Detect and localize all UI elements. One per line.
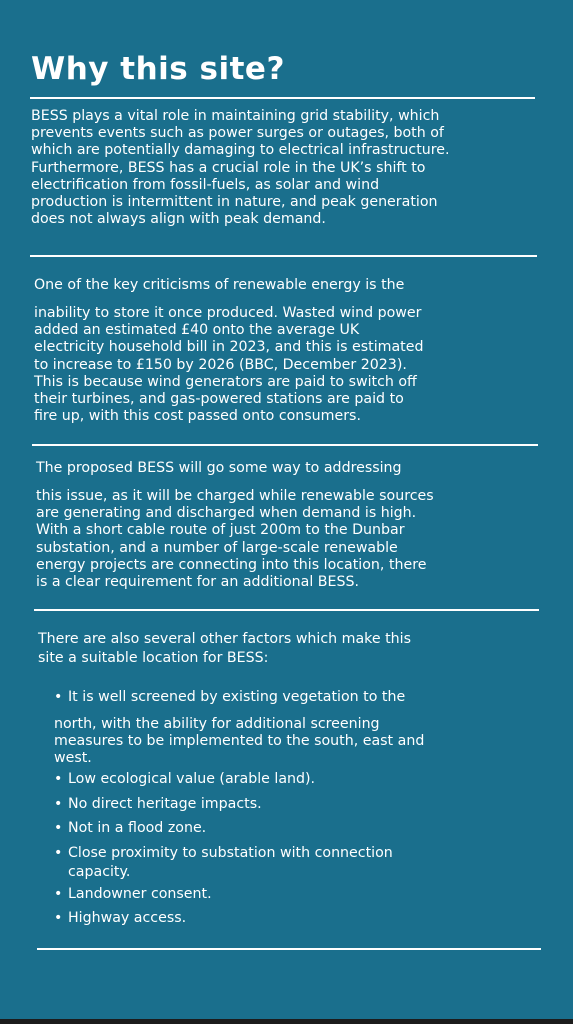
section-3-paragraph	[36, 488, 434, 591]
section-1-line: which are potentially damaging to electrical infrastructure.	[31, 142, 450, 159]
list-item	[54, 767, 393, 792]
section-3-line: energy projects are connecting into this location, there	[36, 556, 427, 573]
list-item-text: It is well screened by existing vegetation to the	[68, 689, 406, 705]
bullet-icon: •	[54, 885, 63, 902]
section-1-line: Furthermore, BESS has a crucial role in the UK’s shift to	[31, 159, 426, 176]
list-item-text: Close proximity to substation with connection	[68, 844, 393, 861]
bullet-icon: •	[54, 771, 63, 787]
section-3-line: this issue, as it will be charged while renewable sources	[36, 488, 434, 504]
section-1-line: prevents events such as power surges or outages, both of	[31, 125, 444, 142]
list-item-text: north, with the ability for additional screening	[54, 716, 380, 732]
list-item-text: capacity.	[68, 863, 131, 880]
section-2-line: fire up, with this cost passed onto consumers.	[34, 408, 361, 425]
divider-1	[30, 97, 535, 99]
factor-list-continued	[54, 767, 393, 931]
section-3-line: substation, and a number of large-scale renewable	[36, 539, 398, 556]
divider-5	[37, 948, 541, 950]
list-item	[54, 816, 393, 841]
list-item	[54, 882, 393, 907]
list-item-text: Landowner consent.	[68, 885, 212, 902]
section-3-line: are generating and discharged when demand is high.	[36, 505, 417, 522]
section-3-line: is a clear requirement for an additional BESS.	[36, 574, 360, 591]
section-2-line: electricity household bill in 2023, and this is estimated	[34, 339, 424, 356]
bullet-icon: •	[54, 844, 63, 861]
section-1-line: BESS plays a vital role in maintaining grid stability, which	[31, 108, 440, 124]
section-1-line: electrification from fossil-fuels, as solar and wind	[31, 176, 380, 193]
bottom-border	[0, 1019, 573, 1024]
divider-3	[32, 444, 538, 446]
list-item-text: Not in a flood zone.	[68, 820, 207, 836]
list-item	[54, 841, 393, 863]
bullet-icon: •	[54, 795, 63, 812]
list-item	[54, 906, 393, 931]
section-2-line: their turbines, and gas-powered stations are paid to	[34, 391, 404, 408]
section-4-intro	[38, 630, 411, 668]
section-2-paragraph	[34, 305, 423, 425]
section-2-line: to increase to £150 by 2026 (BBC, December 2023).	[34, 356, 407, 373]
section-1-line: production is intermittent in nature, and peak generation	[31, 194, 438, 211]
list-item-text: Highway access.	[68, 910, 187, 926]
section-2-line: added an estimated £40 onto the average UK	[34, 322, 360, 339]
divider-4	[34, 609, 539, 611]
list-item-continuation	[54, 716, 424, 768]
section-4-intro-line: site a suitable location for BESS:	[38, 650, 269, 666]
section-4-intro-line: There are also several other factors which make this	[38, 631, 412, 647]
list-item-text: measures to be implemented to the south, east and	[54, 733, 425, 750]
factor-list	[54, 688, 405, 707]
bullet-icon: •	[54, 820, 63, 836]
list-item-text: Low ecological value (arable land).	[68, 771, 316, 787]
divider-2	[30, 255, 537, 257]
bullet-icon: •	[54, 910, 63, 926]
list-item-text: No direct heritage impacts.	[68, 795, 262, 812]
page-title: Why this site?	[31, 51, 285, 87]
section-2-line: inability to store it once produced. Wasted wind power	[34, 305, 422, 321]
section-1-line: does not always align with peak demand.	[31, 211, 326, 228]
list-item	[54, 792, 393, 817]
section-3-first-line: The proposed BESS will go some way to addressing	[36, 460, 402, 476]
section-2-first-line: One of the key criticisms of renewable energy is the	[34, 277, 405, 293]
section-3-line: With a short cable route of just 200m to the Dunbar	[36, 522, 405, 539]
list-item-text: west.	[54, 750, 92, 767]
section-2-line: This is because wind generators are paid to switch off	[34, 373, 417, 390]
list-item	[54, 688, 405, 707]
bullet-icon: •	[54, 689, 63, 705]
list-item-continuation	[54, 863, 393, 882]
section-1-paragraph	[31, 108, 450, 228]
